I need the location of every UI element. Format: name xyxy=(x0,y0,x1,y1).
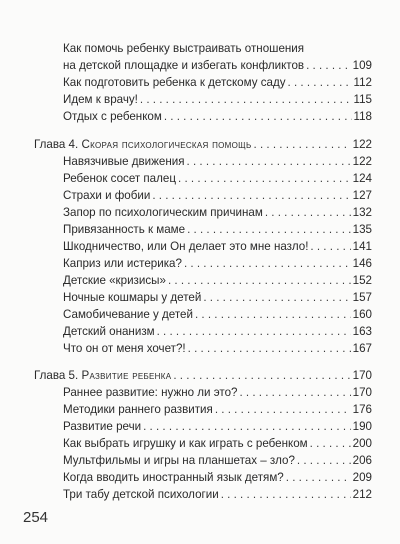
chapter-page: 122 xyxy=(352,138,372,151)
toc-entry xyxy=(63,59,372,73)
leader-dots xyxy=(178,172,351,186)
toc-entry xyxy=(63,76,372,90)
toc-entry-title: Ночные кошмары у детей xyxy=(63,291,202,304)
toc-entry-title: Раннее развитие: нужно ли это? xyxy=(63,386,238,399)
leader-dots xyxy=(195,308,351,322)
toc-entry-page: 200 xyxy=(352,437,372,450)
toc-entry-title: Каприз или истерика? xyxy=(63,257,182,270)
toc-entry-title: Страхи и фобии xyxy=(63,189,151,202)
toc-entry-page: 152 xyxy=(352,274,372,287)
toc-entry-page: 132 xyxy=(352,206,372,219)
toc-entry xyxy=(63,172,372,186)
toc-entry-page: 157 xyxy=(352,291,372,304)
toc-entry-page: 118 xyxy=(353,110,372,123)
toc-entry xyxy=(63,403,372,417)
toc-entry-page: 206 xyxy=(352,454,372,467)
toc-entry xyxy=(63,325,372,339)
leader-dots xyxy=(239,386,350,400)
toc-entry-title: Детские «кризисы» xyxy=(63,274,166,287)
toc-entry xyxy=(63,308,372,322)
leader-dots xyxy=(297,454,351,468)
leader-dots xyxy=(157,325,351,339)
leader-dots xyxy=(215,403,351,417)
leader-dots xyxy=(203,291,350,305)
toc-entry xyxy=(63,110,372,124)
toc-entry-page: 124 xyxy=(352,172,372,185)
toc-entry-line1: Как помочь ребенку выстраивать отношения xyxy=(63,42,305,55)
toc-entry-page: 170 xyxy=(352,386,372,399)
toc-entry-title: Детский онанизм xyxy=(63,325,155,338)
toc-entry-page: 190 xyxy=(352,420,372,433)
chapter-label: Глава 4. xyxy=(34,138,82,151)
toc-entry-page: 209 xyxy=(352,471,372,484)
toc-entry-title: Методики раннего развития xyxy=(63,403,213,416)
toc-entry-title: Три табу детской психологии xyxy=(63,488,219,501)
toc-entry-page: 176 xyxy=(352,403,372,416)
toc-entry xyxy=(63,93,372,107)
toc-entry xyxy=(63,488,372,502)
toc-entry-page: 141 xyxy=(352,240,372,253)
leader-dots xyxy=(265,206,351,220)
toc-entry-page: 122 xyxy=(352,155,372,168)
toc-entry-page: 109 xyxy=(352,59,372,72)
toc-entry-title: Когда вводить иностранный язык детям? xyxy=(63,471,284,484)
leader-dots xyxy=(254,138,351,152)
page-number: 254 xyxy=(23,509,49,526)
toc-entry-title: Что он от меня хочет?! xyxy=(63,342,186,355)
toc-entry xyxy=(63,454,372,468)
leader-dots xyxy=(173,369,350,383)
toc-entry-page: 160 xyxy=(352,308,372,321)
leader-dots xyxy=(152,189,350,203)
leader-dots xyxy=(143,420,351,434)
toc-entry xyxy=(63,206,372,220)
leader-dots xyxy=(286,471,351,485)
toc-entry xyxy=(63,223,372,237)
toc-entry xyxy=(63,386,372,400)
leader-dots xyxy=(310,240,350,254)
toc-entry-page: 167 xyxy=(352,342,372,355)
toc-entry-title: Мультфильмы и игры на планшетах – зло? xyxy=(63,454,295,467)
toc-entry-title: Самобичевание у детей xyxy=(63,308,193,321)
toc-entry-title: на детской площадке и избегать конфликтов xyxy=(63,59,305,72)
toc-entry-title: Запор по психологическим причинам xyxy=(63,206,263,219)
leader-dots xyxy=(310,437,351,451)
toc-entry xyxy=(63,257,372,271)
chapter-heading xyxy=(34,369,372,383)
chapter-page: 170 xyxy=(352,369,372,382)
toc-entry-page: 135 xyxy=(352,223,372,236)
toc-entry xyxy=(63,291,372,305)
leader-dots xyxy=(187,223,351,237)
toc-entry-page: 146 xyxy=(352,257,372,270)
toc-entry xyxy=(63,155,372,169)
leader-dots xyxy=(140,93,352,107)
chapter-title: Развитие ребенка xyxy=(81,369,172,382)
toc-entry-title: Как подготовить ребенка к детскому саду xyxy=(63,76,286,89)
toc-entry-title: Ребенок сосет палец xyxy=(63,172,176,185)
toc-entry-title: Отдых с ребенком xyxy=(63,110,162,123)
toc-entry xyxy=(63,420,372,434)
toc-entry-page: 127 xyxy=(352,189,372,202)
toc-entry-title: Шкодничество, или Он делает это мне назло! xyxy=(63,240,309,253)
leader-dots xyxy=(188,342,351,356)
leader-dots xyxy=(288,76,352,90)
chapter-heading xyxy=(34,138,372,152)
toc-entry-title: Идем к врачу! xyxy=(63,93,138,106)
toc-entry xyxy=(63,274,372,288)
toc-entry-title: Как выбрать игрушку и как играть с ребенком xyxy=(63,437,308,450)
toc-entry-title: Навязчивые движения xyxy=(63,155,185,168)
chapter-label: Глава 5. xyxy=(34,369,82,382)
leader-dots xyxy=(168,274,351,288)
toc-entry-title: Развитие речи xyxy=(63,420,142,433)
chapter-title: Скорая психологическая помощь xyxy=(81,138,252,151)
toc-entry xyxy=(63,437,372,451)
leader-dots xyxy=(184,257,351,271)
toc-entry-page: 112 xyxy=(353,76,372,89)
leader-dots xyxy=(221,488,351,502)
toc-entry xyxy=(63,240,372,254)
toc-entry xyxy=(63,471,372,485)
leader-dots xyxy=(164,110,352,124)
toc-entry-page: 212 xyxy=(352,488,372,501)
toc-entry-page: 163 xyxy=(352,325,372,338)
toc-entry xyxy=(63,189,372,203)
leader-dots xyxy=(306,59,351,73)
toc-entry-page: 115 xyxy=(353,93,372,106)
toc-entry xyxy=(63,342,372,356)
toc-entry-title: Привязанность к маме xyxy=(63,223,186,236)
leader-dots xyxy=(187,155,351,169)
